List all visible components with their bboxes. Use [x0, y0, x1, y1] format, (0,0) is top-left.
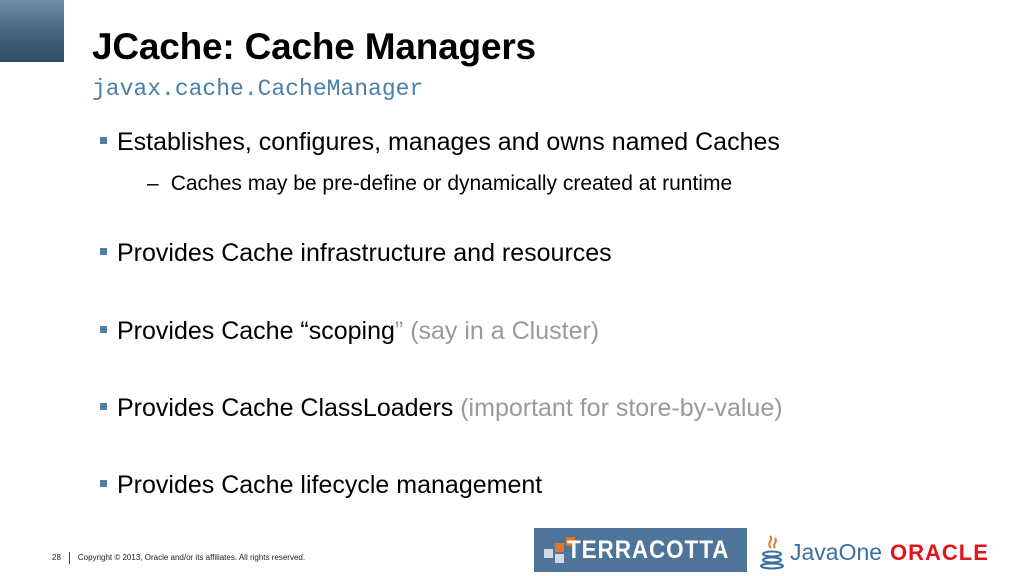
slide-subtitle: javax.cache.CacheManager [92, 76, 424, 102]
bullet-square-icon [100, 480, 107, 487]
bullet-square-icon [100, 137, 107, 144]
oracle-logo: ORACLE [890, 540, 989, 565]
terracotta-logo [534, 528, 747, 572]
bullet-note: (important for store-by-value) [460, 394, 783, 422]
bullet-item [100, 128, 780, 157]
bullet-text: Provides Cache ClassLoaders [117, 394, 454, 422]
terracotta-mark-icon [544, 535, 563, 565]
javaone-logo-text: JavaOne [790, 538, 883, 565]
bullet-text: Provides Cache “scoping [117, 317, 395, 345]
footer-divider [69, 552, 70, 564]
bullet-text: Provides Cache infrastructure and resources [117, 239, 612, 267]
bullet-square-icon [100, 403, 107, 410]
bullet-item [100, 471, 542, 500]
bullet-text: Establishes, configures, manages and owns named Caches [117, 128, 780, 156]
bullet-item [100, 317, 599, 346]
page-number: 28 [52, 553, 61, 563]
bullet-note: ” (say in a Cluster) [394, 317, 600, 345]
bullet-item [100, 394, 783, 423]
corner-accent-block [0, 0, 64, 62]
bullet-item [100, 239, 612, 268]
terracotta-logo-text: TERRACOTTA [566, 535, 729, 564]
bullet-text: Provides Cache lifecycle management [117, 471, 543, 499]
sub-bullet-item [147, 172, 732, 196]
sub-bullet-text: Caches may be pre-define or dynamically created at runtime [170, 172, 733, 195]
copyright-text: Copyright © 2013, Oracle and/or its affiliates. All rights reserved. [77, 553, 306, 563]
java-cup-icon [760, 534, 786, 570]
bullet-square-icon [100, 326, 107, 333]
sub-bullet-dash: – [147, 172, 159, 195]
slide-title: JCache: Cache Managers [92, 26, 536, 67]
slide-footer [52, 552, 305, 564]
javaone-logo [760, 532, 882, 572]
bullet-square-icon [100, 248, 107, 255]
